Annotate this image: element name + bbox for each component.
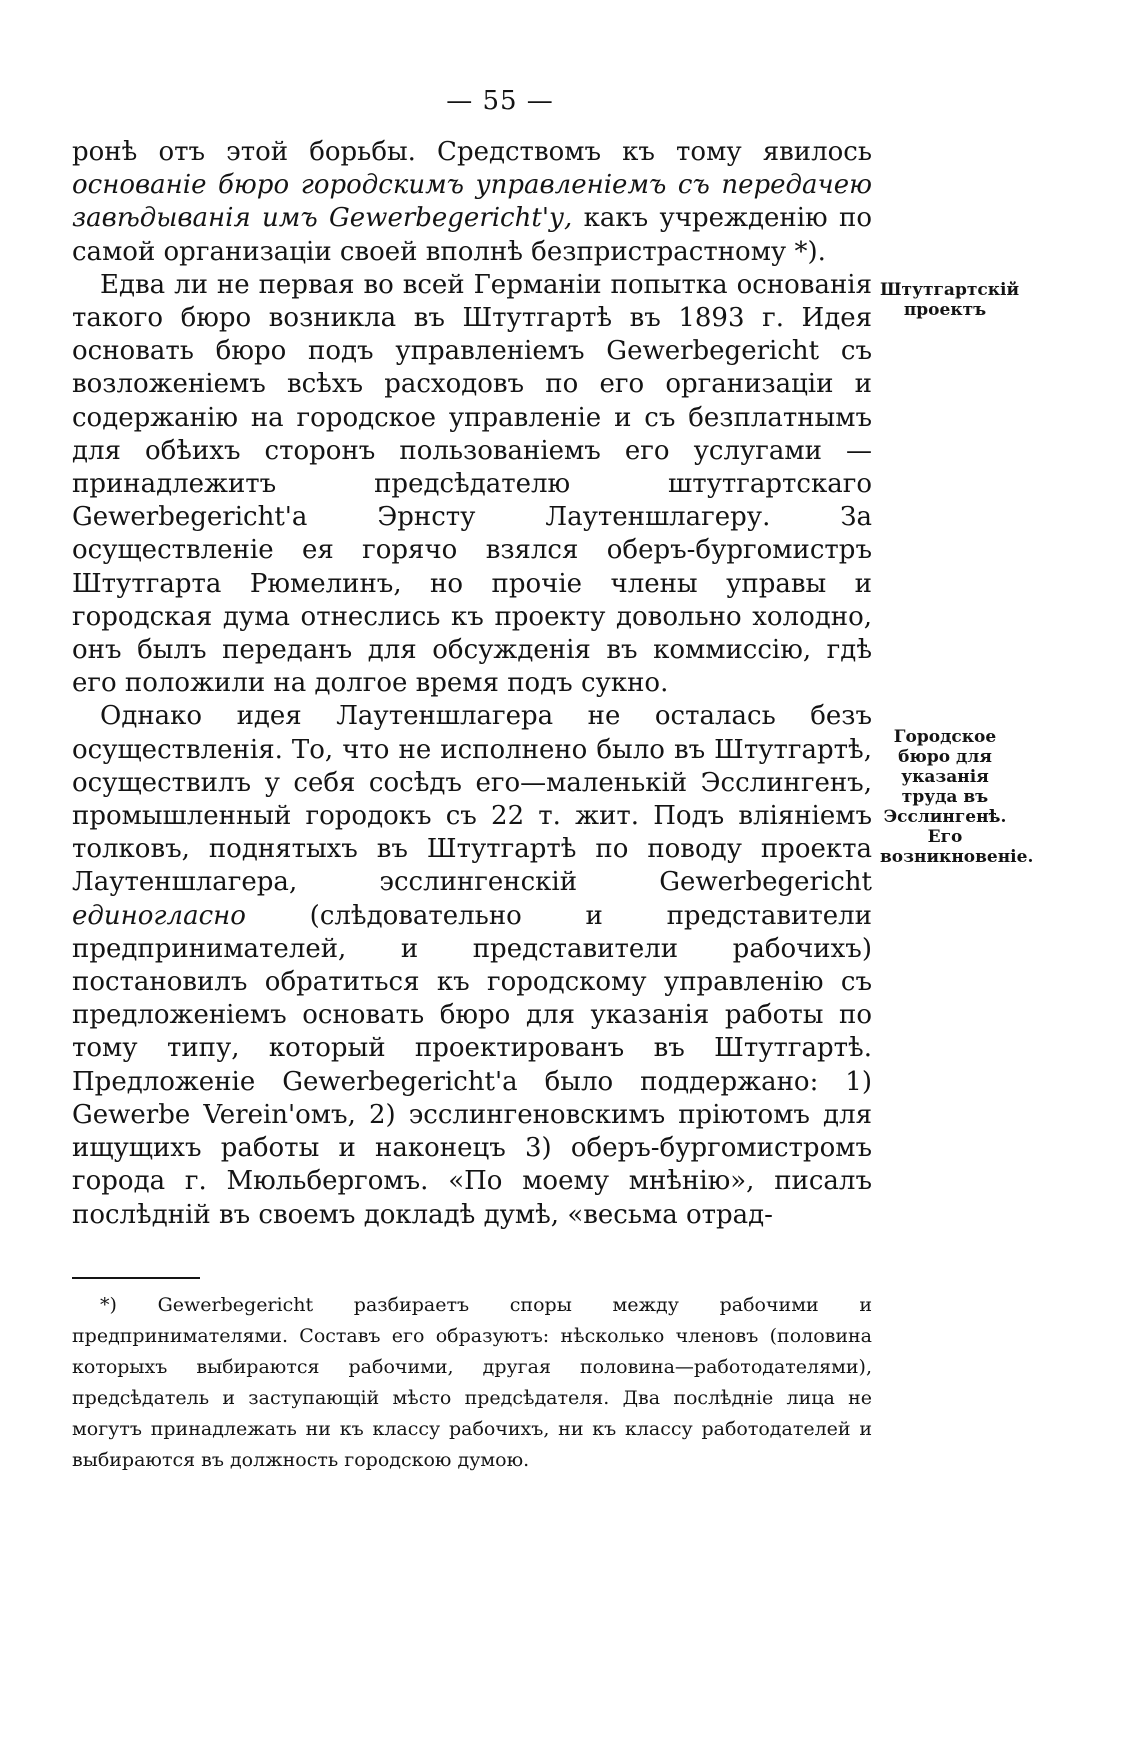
- footnote-divider: [72, 1277, 200, 1279]
- main-text: [72, 136, 872, 1232]
- paragraph-3-italic: единогласно: [72, 900, 246, 931]
- paragraph-3-text: Однако идея Лаутеншлагера не осталась безъ осуществленія. То, что не исполнено было въ Штутгартѣ, осуществилъ у себя сосѣдъ его—маленькій Эсслингенъ, промышленный городокъ съ 22 т. жит. Подъ вліяніемъ толковъ, поднятыхъ въ Штутгартѣ по поводу проекта Лаутеншлагера, эсслингенскій Gewerbegericht: [72, 701, 872, 898]
- paragraph-1-text-end: какъ учрежденію по самой организаціи своей вполнѣ безпристрастному *).: [72, 203, 872, 267]
- paragraph-3-text-end: (слѣдовательно и представители предпринимателей, и представители рабочихъ) постановилъ обратиться къ городскому управленію съ предложеніемъ основать бюро для указанія работы по тому типу, который проектированъ въ Штутгартѣ. Предложеніе Gewerbegericht'a было поддержано: 1) Gewerbe Verein'омъ, 2) эсслингеновскимъ пріютомъ для ищущихъ работы и наконецъ 3) оберъ-бургомистромъ города г. Мюльбергомъ. «По моему мнѣнію», писалъ послѣдній въ своемъ докладѣ думѣ, «весьма отрад-: [72, 900, 872, 1230]
- paragraph-2: Едва ли не первая во всей Германіи попытка основанія такого бюро возникла въ Штутгартѣ въ 1893 г. Идея основать бюро подъ управленіемъ Gewerbegericht съ возложеніемъ всѣхъ расходовъ по его организаціи и содержанію на городское управленіе и съ безплатнымъ для обѣихъ сторонъ пользованіемъ его услугами — принадлежитъ предсѣдателю штутгартскаго Gewerbegericht'a Эрнсту Лаутеншлагеру. За осуществленіе ея горячо взялся оберъ-бургомистръ Штутгарта Рюмелинъ, но прочіе члены управы и городская дума отнеслись къ проекту довольно холодно, онъ былъ переданъ для обсужденія въ коммиссію, гдѣ его положили на долгое время подъ сукно.: [72, 269, 872, 699]
- paragraph-1-text: ронѣ отъ этой борьбы. Средствомъ къ тому явилось: [72, 137, 872, 167]
- footnote-text: *) Gewerbegericht разбираетъ споры между рабочими и предпринимателями. Составъ его образуютъ: нѣсколько членовъ (половина которыхъ выбираются рабочими, другая половина—работодателями), предсѣдатель и заступающій мѣсто предсѣдателя. Два послѣдніе лица не могутъ принадлежать ни къ классу рабочихъ, ни къ классу работодателей и выбираются въ должность городскою думою.: [72, 1294, 872, 1471]
- paragraph-1: [72, 136, 872, 269]
- paragraph-3: [72, 700, 872, 1231]
- margin-note-stuttgart: Штутгартскій проектъ: [880, 280, 1020, 320]
- page-number: — 55 —: [446, 86, 554, 116]
- paragraph-1-italic: основаніе бюро городскимъ управленіемъ съ передачею завѣдыванія имъ Gewerbegericht'у,: [72, 170, 872, 234]
- footnote: [72, 1290, 872, 1476]
- margin-note-esslingen: Городское бюро для указанія труда въ Эсслингенѣ. Его возникновеніе.: [880, 727, 1034, 867]
